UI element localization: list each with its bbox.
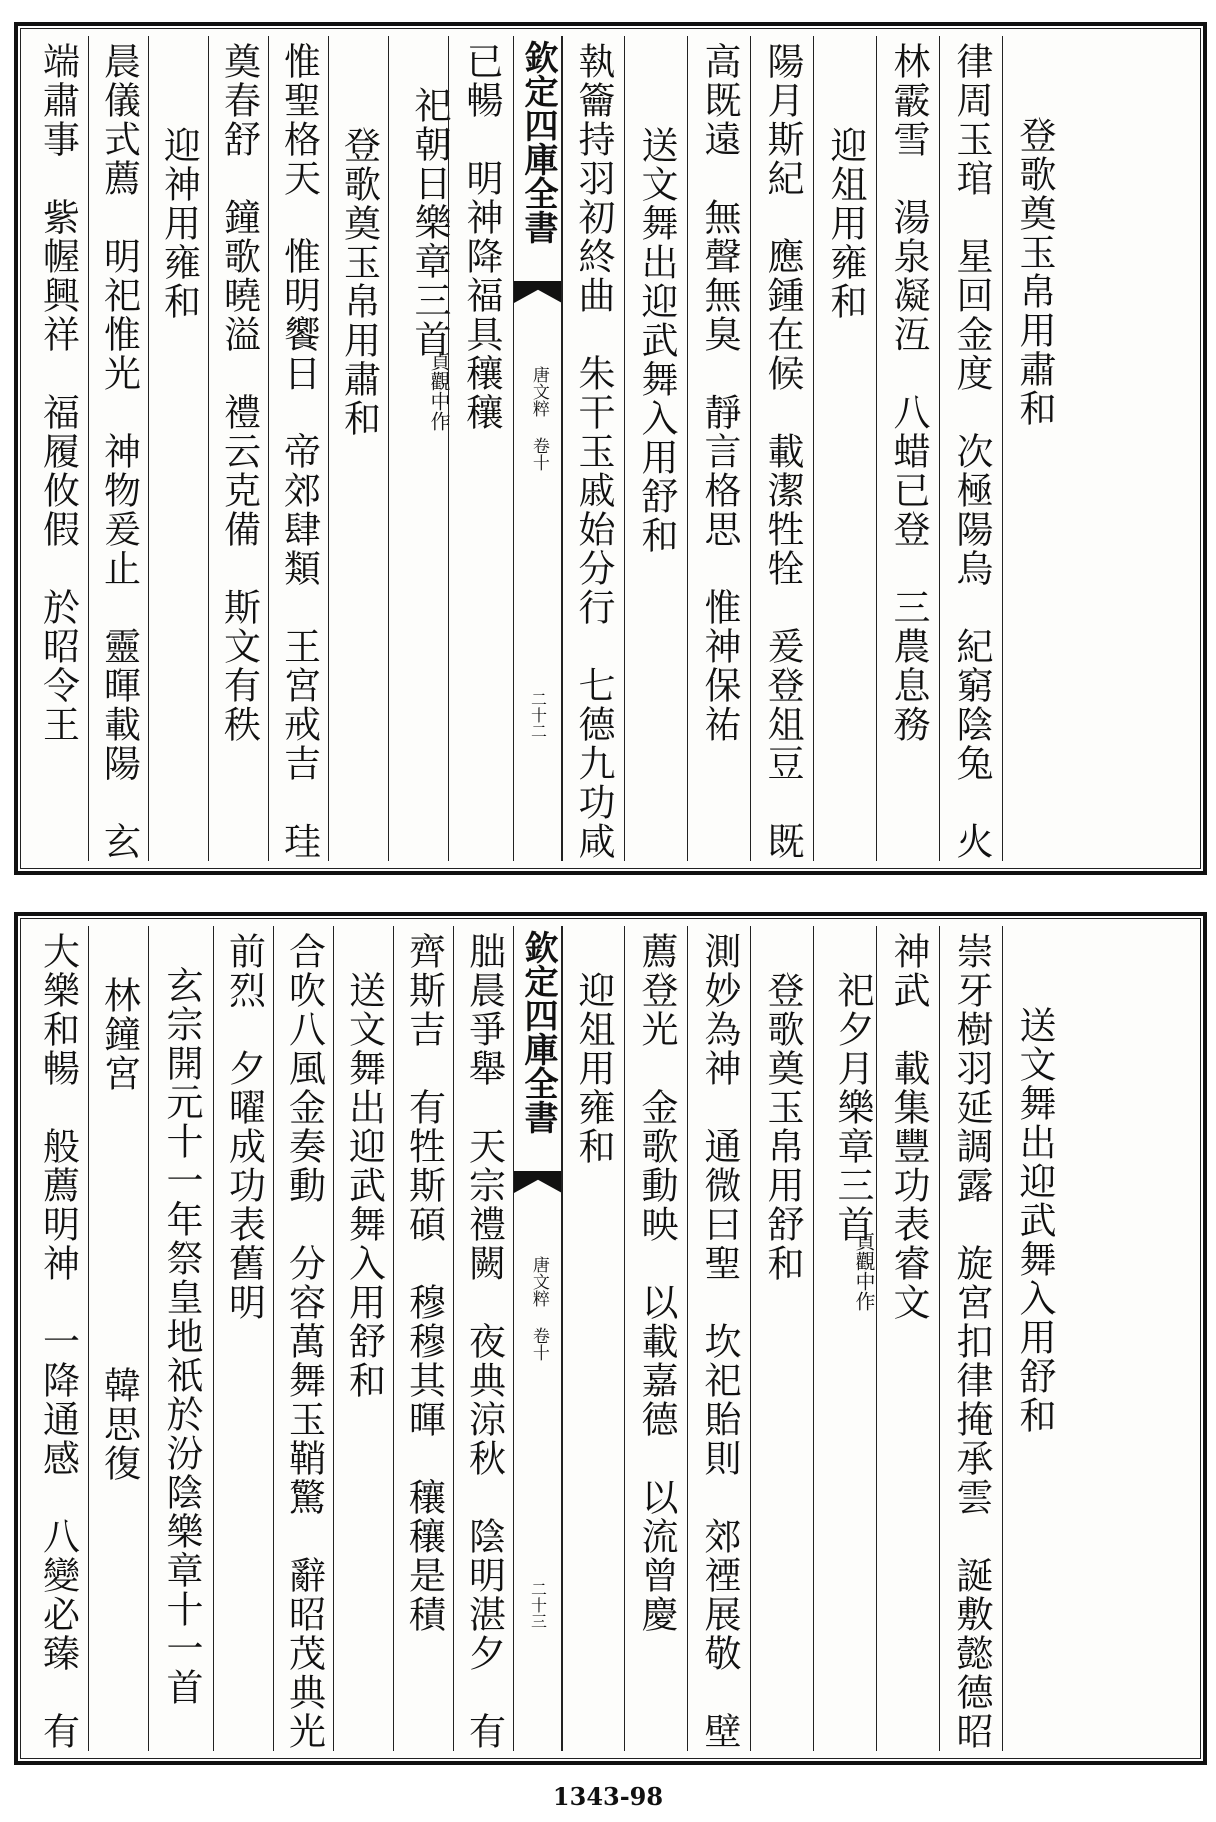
text-column: 崇牙樹羽延調露 旋宮扣律掩承雲 誕敷懿德昭	[950, 932, 993, 1751]
bottom-left-col-2	[393, 926, 454, 1751]
text-column: 惟聖格天 惟明饗日 帝郊肆類 王宮戒吉 珪	[277, 42, 321, 861]
bottom-left-col-7	[88, 926, 149, 1751]
text-column: 登歌奠玉帛用肅和	[337, 126, 381, 438]
bottom-right-col-6	[687, 926, 751, 1751]
gutter-title: 欽定四庫全書	[518, 40, 558, 244]
text-column: 大樂和暢 般薦明神 一降通感 八變必臻 有	[36, 932, 80, 1751]
top-right-col-3	[876, 36, 940, 861]
bottom-gutter	[513, 926, 563, 1751]
gutter-title: 欽定四庫全書	[518, 930, 558, 1134]
bottom-left-col-5	[213, 926, 274, 1751]
text-column: 合吹八風金奏動 分容萬舞玉鞘驚 辭昭茂典光	[282, 932, 326, 1751]
text-column: 祀夕月樂章三首	[831, 971, 874, 1244]
top-right-col-1	[1002, 36, 1066, 861]
text-column: 送文舞出迎武舞入用舒和	[1013, 1006, 1056, 1435]
text-column: 端肅事 紫幄興祥 福履攸假 於昭令王	[36, 42, 80, 744]
gutter-subtitle: 唐文粹 卷十	[528, 1256, 549, 1361]
bottom-left-col-3	[333, 926, 394, 1751]
text-column: 登歌奠玉帛用舒和	[761, 971, 804, 1283]
top-right-col-7	[624, 36, 688, 861]
bottom-left-col-4	[273, 926, 334, 1751]
gutter-page-number: 二十二	[528, 691, 548, 739]
bottom-right-col-1	[1002, 926, 1066, 1751]
top-right-col-4	[813, 36, 877, 861]
text-column: 迎神用雍和	[157, 126, 201, 321]
text-column: 送文舞出迎武舞入用舒和	[342, 971, 386, 1400]
text-column: 齊斯吉 有牲斯碩 穆穆其暉 穰穰是積	[402, 932, 446, 1634]
bottom-right-col-4	[813, 926, 877, 1751]
gutter-subtitle: 唐文粹 卷十	[528, 366, 549, 471]
text-column: 執籥持羽初終曲 朱干玉戚始分行 七德九功咸	[572, 42, 615, 861]
text-column: 送文舞出迎武舞入用舒和	[635, 126, 678, 555]
top-right-col-2	[939, 36, 1003, 861]
bottom-left-col-6	[148, 926, 214, 1751]
text-column: 神武 載集豐功表睿文	[887, 932, 930, 1322]
bottom-right-col-5	[750, 926, 814, 1751]
fishtail-mark	[514, 281, 562, 303]
top-page	[14, 22, 1207, 875]
top-left-col-4	[268, 36, 329, 861]
fishtail-mark	[514, 1171, 562, 1193]
bottom-page	[14, 912, 1207, 1765]
text-column: 玄宗開元十一年祭皇地祇於汾陰樂章十一首	[160, 966, 203, 1707]
bottom-page-inner	[28, 926, 1193, 1751]
text-column: 陽月斯紀 應鍾在候 載潔牲牷 爰登俎豆 既	[761, 42, 804, 861]
top-right-col-8	[561, 36, 625, 861]
text-column: 律周玉琯 星回金度 次極陽烏 紀窮陰兔 火	[950, 42, 993, 861]
top-gutter	[513, 36, 563, 861]
top-left-col-8	[28, 36, 88, 861]
top-left-col-3	[328, 36, 389, 861]
text-column: 迎俎用雍和	[824, 126, 867, 321]
top-right-col-6	[687, 36, 751, 861]
top-left-col-6	[148, 36, 209, 861]
top-right-col-5	[750, 36, 814, 861]
text-column: 前烈 夕曜成功表舊明	[222, 932, 266, 1322]
text-column: 朏晨爭舉 天宗禮闕 夜典涼秋 陰明湛夕 有	[462, 932, 506, 1751]
bottom-right-col-8	[561, 926, 625, 1751]
text-column: 林霰雪 湯泉凝沍 八蜡已登 三農息務	[887, 42, 930, 744]
text-column: 晨儀式薦 明祀惟光 神物爰止 靈暉載陽 玄	[97, 42, 141, 861]
top-left-col-7	[88, 36, 149, 861]
top-left-col-1	[448, 36, 514, 861]
text-column: 奠春舒 鐘歌曉溢 禮云克備 斯文有秩	[217, 42, 261, 744]
annotation-note: 貞觀中作	[427, 351, 451, 431]
bottom-left-col-8	[28, 926, 88, 1751]
bottom-right-col-7	[624, 926, 688, 1751]
bottom-right-col-3	[876, 926, 940, 1751]
text-column: 測妙為神 通微曰聖 坎祀貽則 郊禋展敬 壁	[698, 932, 741, 1751]
bottom-left-col-1	[453, 926, 514, 1751]
text-column: 林鐘宮 韓思復	[97, 976, 141, 1483]
top-left-col-2	[388, 36, 449, 861]
text-column: 祀朝日樂章三首	[408, 86, 451, 359]
gutter-page-number: 二十三	[528, 1581, 548, 1629]
top-left-col-5	[208, 36, 269, 861]
text-column: 薦登光 金歌動映 以載嘉德 以流曾慶	[635, 932, 678, 1634]
bottom-right-col-2	[939, 926, 1003, 1751]
text-column: 高既遠 無聲無臭 靜言格思 惟神保祐	[698, 42, 741, 744]
annotation-note: 貞觀中作	[852, 1231, 876, 1311]
text-column: 已暢 明神降福具穰穰	[460, 42, 503, 432]
text-column: 登歌奠玉帛用肅和	[1013, 116, 1056, 428]
text-column: 迎俎用雍和	[572, 971, 615, 1166]
top-page-inner	[28, 36, 1193, 861]
page-footer-number: 1343-98	[552, 1782, 664, 1811]
